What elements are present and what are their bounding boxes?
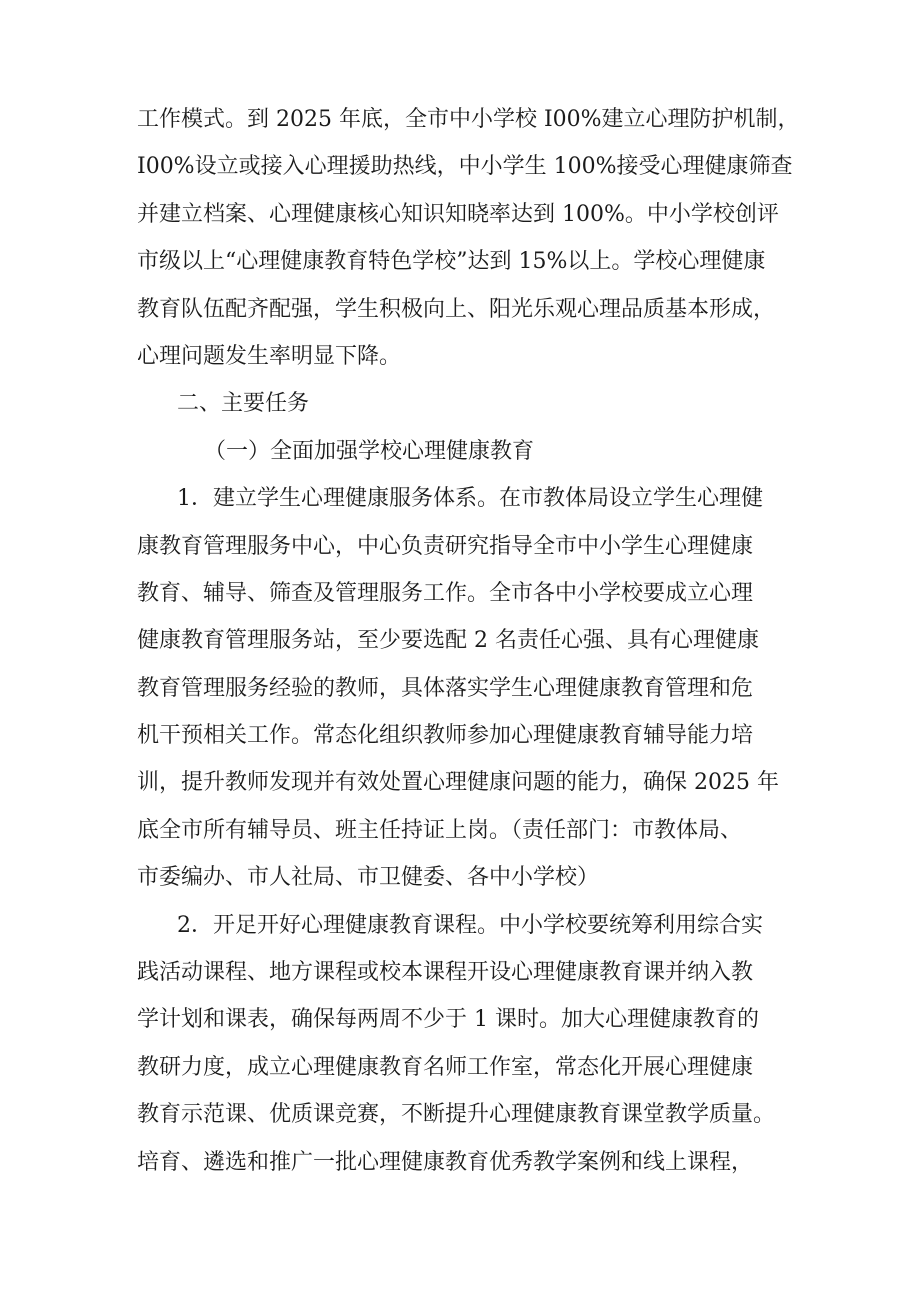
text-line: 机干预相关工作。常态化组织教师参加心理健康教育辅导能力培 [137, 723, 754, 749]
text-line: 训，提升教师发现并有效处置心理健康问题的能力，确保 2025 年 [137, 770, 779, 796]
text-line: 教育队伍配齐配强，学生积极向上、阳光乐观心理品质基本形成， [137, 296, 776, 322]
text-line: 2．开足开好心理健康教育课程。中小学校要统筹利用综合实 [177, 912, 763, 938]
text-line: 践活动课程、地方课程或校本课程开设心理健康教育课并纳入教 [137, 960, 754, 986]
text-line: 教育、辅导、筛查及管理服务工作。全市各中小学校要成立心理 [137, 580, 754, 606]
subsection-heading: （一）全面加强学校心理健康教育 [204, 438, 535, 464]
text-line: 培育、遴选和推广一批心理健康教育优秀教学案例和线上课程， [137, 1149, 754, 1175]
text-line: 市级以上“心理健康教育特色学校”达到 15%以上。学校心理健康 [137, 249, 766, 275]
text-line: 1．建立学生心理健康服务体系。在市教体局设立学生心理健 [177, 486, 763, 512]
document-body [137, 96, 800, 1186]
text-line: 健康教育管理服务站，至少要选配 2 名责任心强、具有心理健康 [137, 628, 759, 654]
text-line: 康教育管理服务中心，中心负责研究指导全市中小学生心理健康 [137, 533, 754, 559]
text-line: 教育示范课、优质课竞赛，不断提升心理健康教育课堂教学质量。 [137, 1102, 776, 1128]
section-heading: 二、主要任务 [177, 391, 310, 417]
text-line: 底全市所有辅导员、班主任持证上岗。（责任部门：市教体局、 [137, 817, 743, 843]
text-line: 学计划和课表，确保每两周不少于 1 课时。加大心理健康教育的 [137, 1007, 759, 1033]
text-line: 教研力度，成立心理健康教育名师工作室，常态化开展心理健康 [137, 1054, 754, 1080]
text-line: 教育管理服务经验的教师，具体落实学生心理健康教育管理和危 [137, 675, 754, 701]
text-line: 市委编办、市人社局、市卫健委、各中小学校） [137, 865, 600, 891]
text-line: 并建立档案、心理健康核心知识知晓率达到 100%。中小学校创评 [137, 201, 779, 227]
text-line: 心理问题发生率明显下降。 [137, 343, 402, 369]
text-line: I00%设立或接入心理援助热线，中小学生 100%接受心理健康筛查 [137, 154, 793, 180]
text-line: 工作模式。到 2025 年底，全市中小学校 I00%建立心理防护机制， [137, 107, 800, 132]
